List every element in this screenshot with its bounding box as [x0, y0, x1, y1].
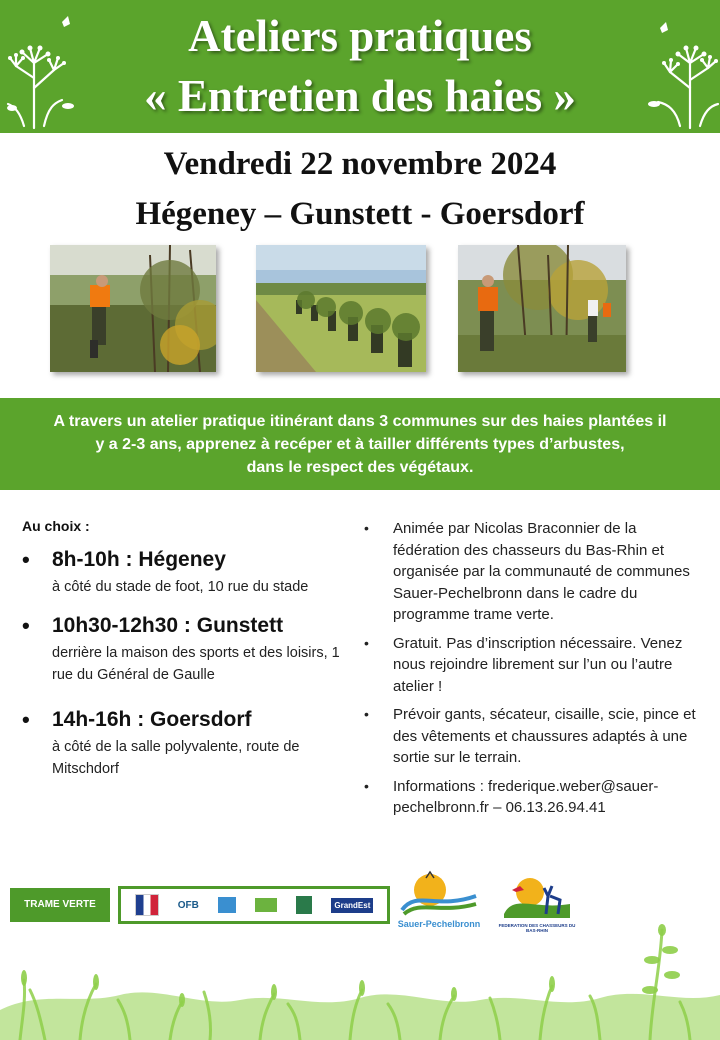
slot-detail: à côté du stade de foot, 10 rue du stade — [52, 579, 309, 595]
info-text: Prévoir gants, sécateur, cisaille, scie, pince et des vêtements et chaussures adaptés à une sortie sur le terrain. — [393, 706, 696, 766]
info-item-equipment — [362, 704, 702, 769]
page-title — [0, 6, 720, 126]
info-text: Informations : frederique.weber@sauer-pechelbronn.fr – 06.13.26.94.41 — [393, 777, 659, 816]
logo-trame-verte-text: TRAME VERTE — [24, 899, 96, 910]
bullet: • — [22, 613, 30, 638]
bullet: • — [364, 520, 369, 536]
schedule-slot-gunstett — [22, 612, 342, 686]
intro-line-1: A travers un atelier pratique itinérant dans 3 communes sur des haies plantées il — [53, 413, 667, 430]
title-line-2: « Entretien des haies » — [144, 71, 576, 121]
logo-region-icon — [296, 896, 312, 914]
slot-heading: 10h30-12h30 : Gunstett — [52, 614, 284, 637]
schedule-label: Au choix : — [22, 518, 90, 534]
logo-fdc-text: FEDERATION DES CHASSEURS DU BAS-RHIN — [498, 923, 576, 933]
slot-heading: 14h-16h : Goersdorf — [52, 708, 252, 731]
info-text: Gratuit. Pas d’inscription nécessaire. Venez nous rejoindre librement sur l’un ou l’autre atelier ! — [393, 634, 683, 695]
info-text: Animée par Nicolas Braconnier de la fédération des chasseurs du Bas-Rhin et organisée par la communauté de communes Sauer-Pechelbronn dans le cadre du programme trame verte. — [393, 520, 690, 623]
sauer-pechelbronn-emblem-icon — [396, 870, 482, 916]
bullet: • — [22, 707, 30, 732]
logo-strip-partners — [118, 886, 390, 924]
title-banner — [0, 0, 720, 133]
event-date: Vendredi 22 novembre 2024 — [163, 146, 557, 182]
grass-decoration — [0, 920, 720, 1040]
logo-agence-eau-icon — [255, 898, 277, 912]
logo-ofb: OFB — [177, 899, 199, 911]
info-item-organizer — [362, 518, 702, 626]
logo-grand-est: GrandEst — [331, 898, 373, 913]
info-item-contact — [362, 776, 702, 819]
deer-bird-emblem-icon — [494, 874, 580, 918]
event-places: Hégeney – Gunstett - Goersdorf — [135, 196, 585, 232]
logo-trame-verte — [10, 888, 110, 922]
umbellifer-plant-right-icon — [640, 8, 720, 130]
schedule — [22, 518, 342, 780]
bullet: • — [22, 547, 30, 572]
logo-federation-chasseurs — [494, 874, 580, 933]
info-list — [362, 518, 702, 826]
bullet: • — [364, 777, 369, 794]
schedule-slot-hegeney — [22, 546, 342, 598]
title-line-1: Ateliers pratiques — [188, 11, 532, 61]
slot-heading: 8h-10h : Hégeney — [52, 548, 226, 571]
bullet: • — [364, 706, 369, 722]
info-item-free — [362, 633, 702, 698]
photo-hedge-pruning-1 — [50, 245, 216, 372]
photo-hedge-row — [256, 245, 426, 372]
slot-detail: à côté de la salle polyvalente, route de Mitschdorf — [52, 739, 300, 777]
logo-republique-icon — [135, 894, 159, 916]
logo-sauer-pechelbronn — [396, 870, 482, 932]
logo-strip-inner — [121, 889, 387, 921]
photo-hedge-pruning-2 — [458, 245, 626, 372]
bullet: • — [364, 634, 369, 651]
intro-line-2: y a 2-3 ans, apprenez à recéper et à tailler différents types d’arbustes, — [95, 436, 625, 453]
intro-box — [0, 398, 720, 490]
logo-eau-icon — [218, 897, 236, 913]
slot-detail: derrière la maison des sports et des loisirs, 1 rue du Général de Gaulle — [52, 645, 340, 683]
schedule-slot-goersdorf — [22, 706, 342, 780]
logo-sauer-text: Sauer-Pechelbronn — [397, 919, 481, 929]
intro-line-3: dans le respect des végétaux. — [246, 459, 474, 476]
